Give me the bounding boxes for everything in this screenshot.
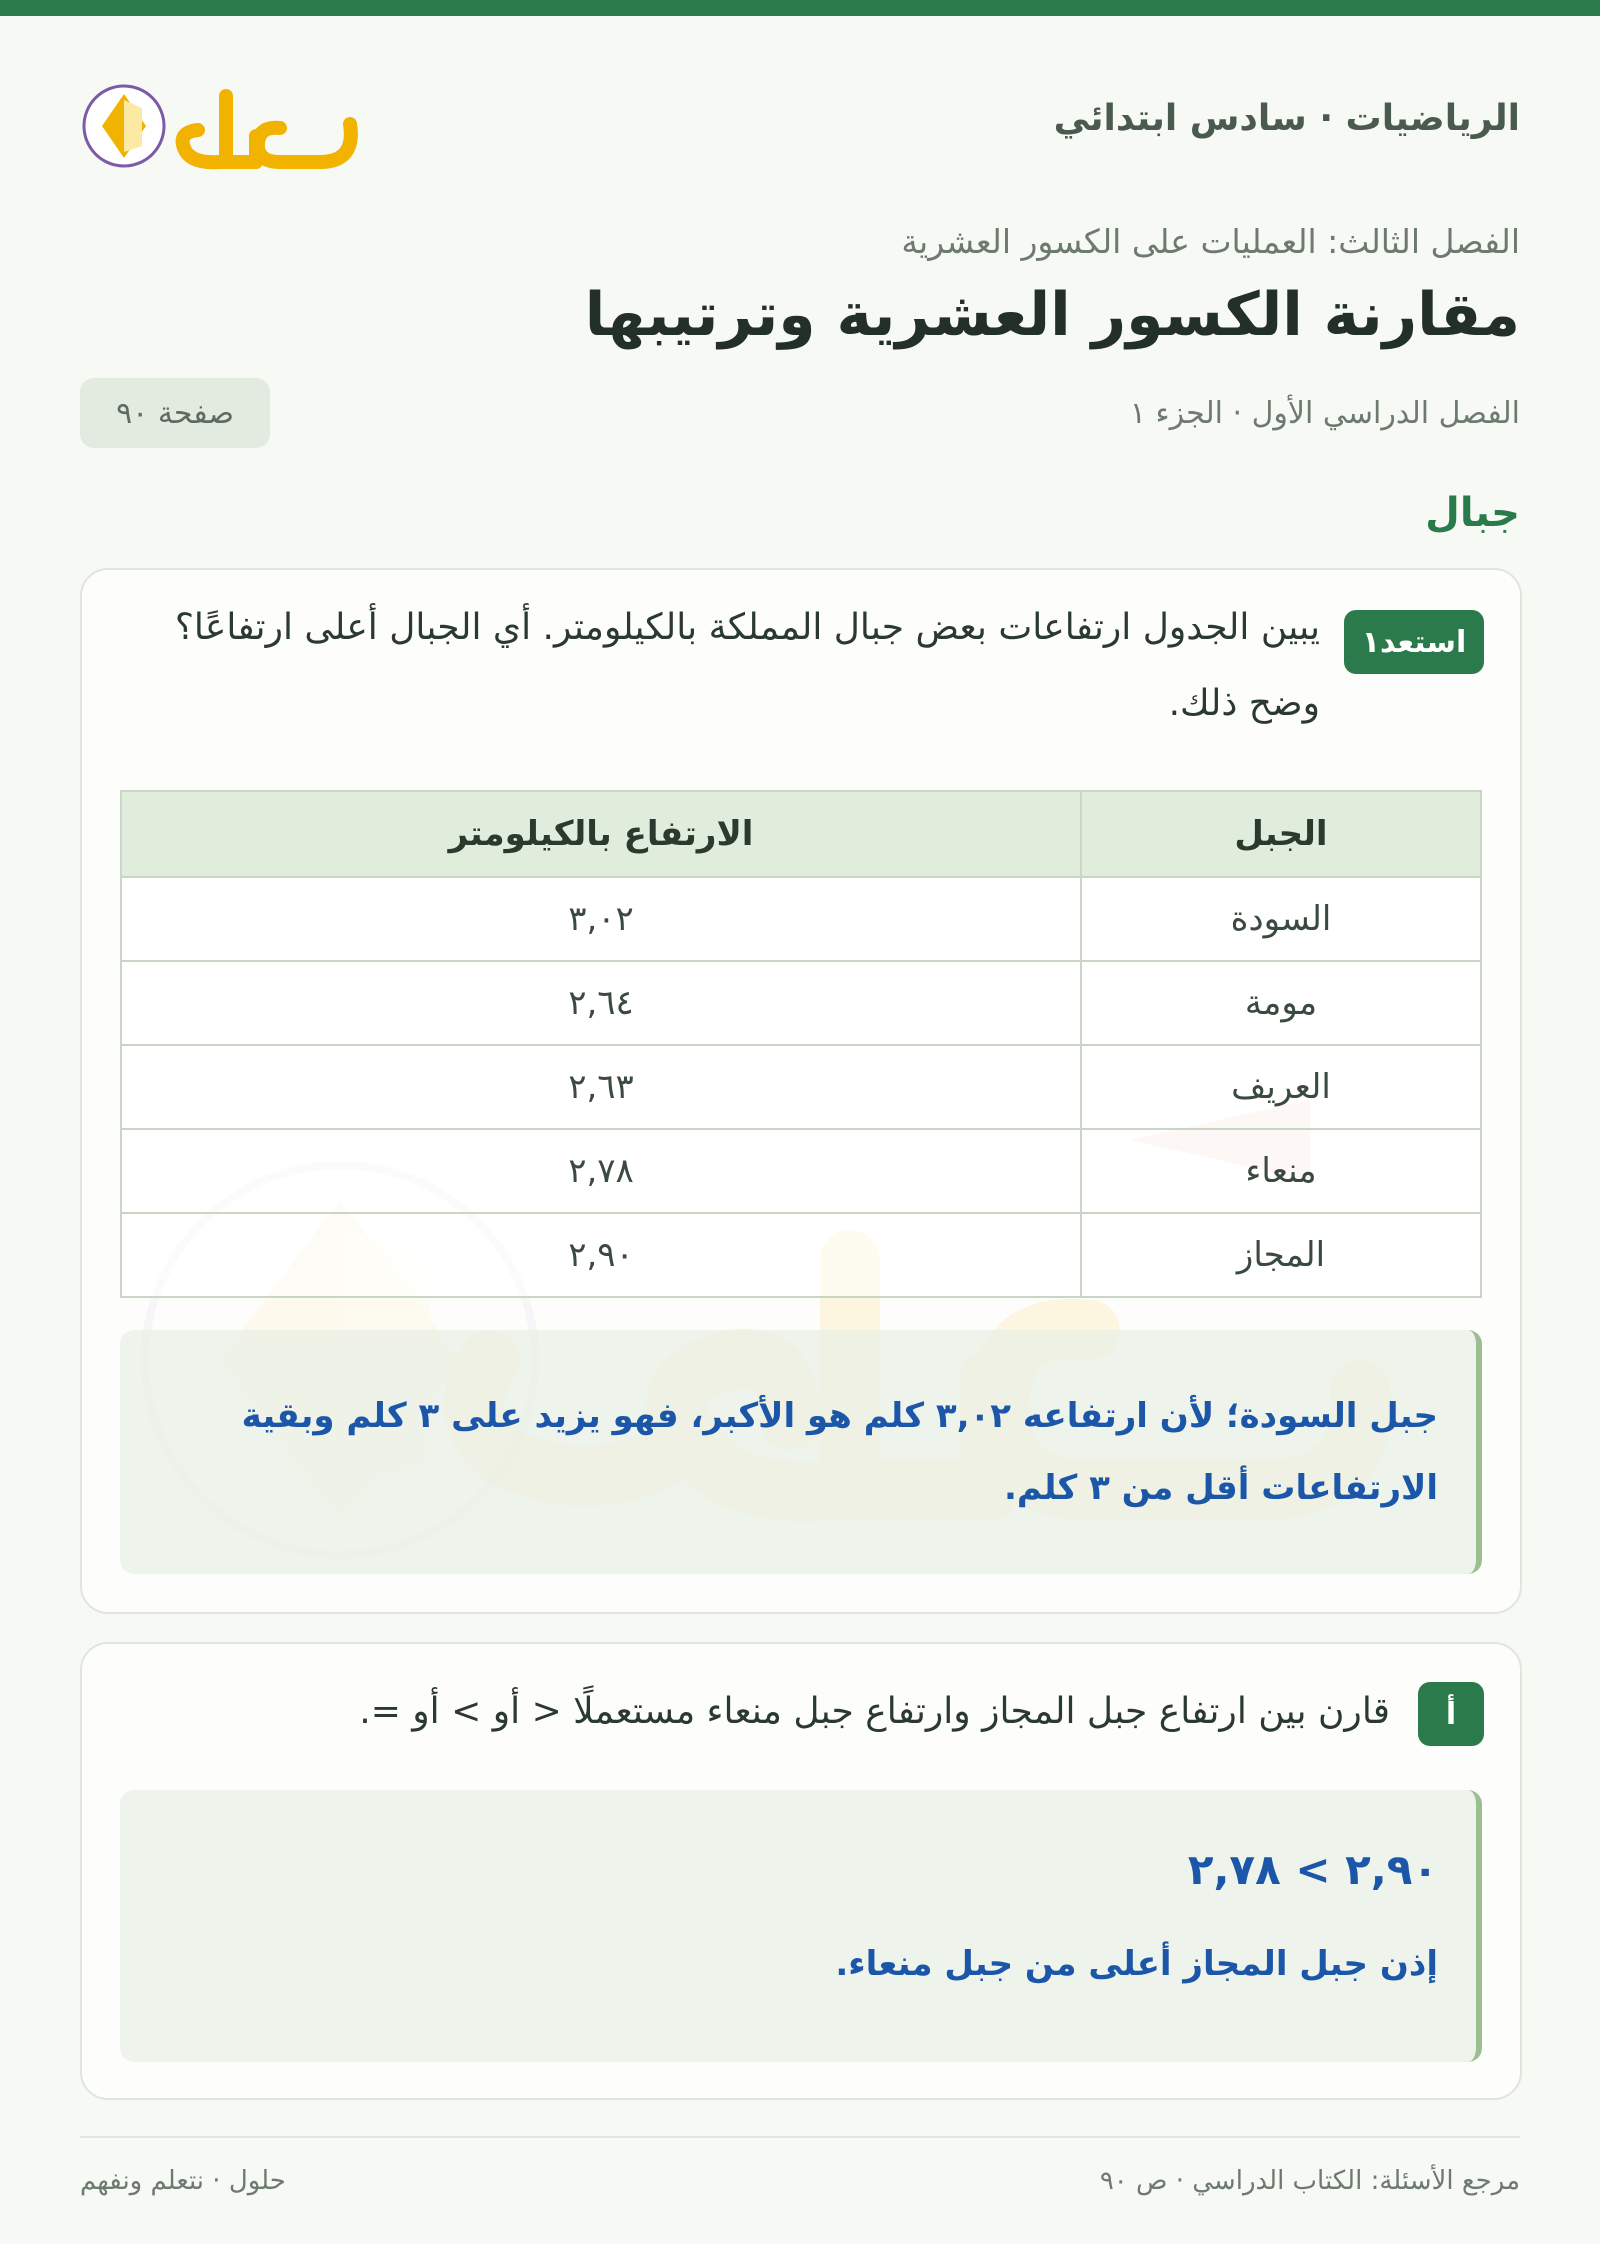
subject-label: الرياضيات · سادس ابتدائي: [1053, 98, 1520, 139]
page-header: [80, 90, 1520, 160]
page-number-badge: صفحة ٩٠: [80, 378, 270, 448]
mountain-height: ٣,٠٢: [121, 877, 1081, 961]
table-row: [121, 1213, 1481, 1297]
mountain-height: ٢,٦٤: [121, 961, 1081, 1045]
question-text: يبين الجدول ارتفاعات بعض جبال المملكة بالكيلومتر. أي الجبال أعلى ارتفاعًا؟ وضح ذلك.: [174, 607, 1320, 724]
mountain-height: ٢,٧٨: [121, 1129, 1081, 1213]
mountain-heights-table: [120, 790, 1482, 1298]
table-row: [121, 1045, 1481, 1129]
header-height: الارتفاع بالكيلومتر: [121, 791, 1081, 877]
exercise-card-prepare: [80, 568, 1522, 1614]
header-mountain: الجبل: [1081, 791, 1481, 877]
mountain-name: مومة: [1081, 961, 1481, 1045]
hulul-logo[interactable]: [80, 66, 370, 186]
top-accent-bar: [0, 0, 1600, 16]
answer-box: [120, 1790, 1482, 2062]
exercise-badge: استعد١: [1344, 610, 1484, 674]
table-row: [121, 1129, 1481, 1213]
answer-text: جبل السودة؛ لأن ارتفاعه ٣,٠٢ كلم هو الأكبر، فهو يزيد على ٣ كلم وبقية الارتفاعات أقل من ٣ كلم.: [241, 1396, 1438, 1508]
mountain-name: المجاز: [1081, 1213, 1481, 1297]
table-header-row: [121, 791, 1481, 877]
mountain-height: ٢,٩٠: [121, 1213, 1081, 1297]
mountain-name: منعاء: [1081, 1129, 1481, 1213]
chapter-label: الفصل الثالث: العمليات على الكسور العشرية: [901, 222, 1520, 261]
exercise-card-a: [80, 1642, 1522, 2100]
question-text: قارن بين ارتفاع جبل المجاز وارتفاع جبل منعاء مستعملًا < أو > أو =.: [359, 1691, 1390, 1732]
lesson-title: مقارنة الكسور العشرية وترتيبها: [584, 280, 1520, 350]
answer-comparison: ٢,٩٠ > ٢,٧٨: [1187, 1845, 1438, 1894]
answer-box: [120, 1330, 1482, 1574]
answer-conclusion: إذن جبل المجاز أعلى من جبل منعاء.: [835, 1944, 1438, 1984]
table-row: [121, 877, 1481, 961]
mountain-name: السودة: [1081, 877, 1481, 961]
mountain-height: ٢,٦٣: [121, 1045, 1081, 1129]
footer-reference: مرجع الأسئلة: الكتاب الدراسي · ص ٩٠: [1099, 2166, 1520, 2196]
exercise-badge: أ: [1418, 1682, 1484, 1746]
footer-divider: [80, 2136, 1520, 2138]
footer-brand: حلول · نتعلم ونفهم: [80, 2166, 286, 2196]
mountain-name: العريف: [1081, 1045, 1481, 1129]
semester-label: الفصل الدراسي الأول · الجزء ١: [1129, 396, 1520, 431]
table-row: [121, 961, 1481, 1045]
section-title: جبال: [1425, 490, 1520, 536]
